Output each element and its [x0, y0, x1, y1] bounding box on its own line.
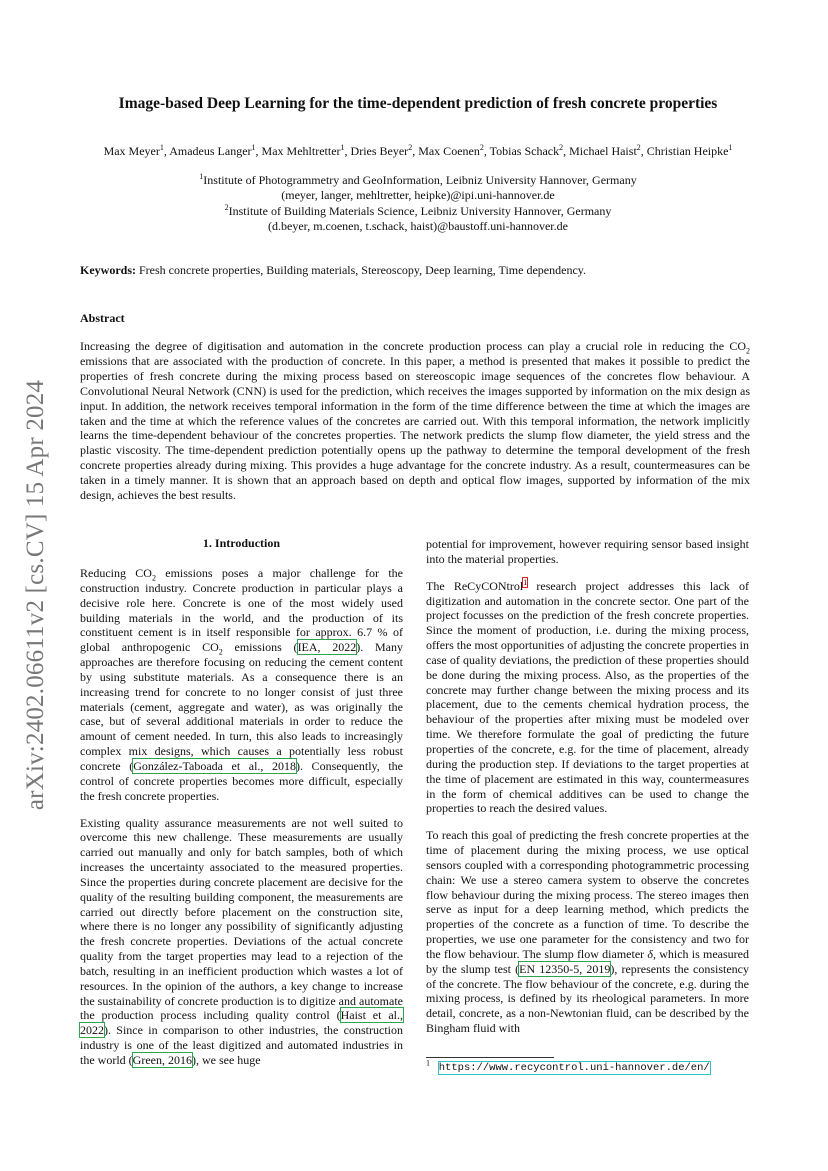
left-column — [80, 566, 403, 1068]
section-heading-introduction: 1. Introduction — [202, 536, 281, 550]
keywords-text: Fresh concrete properties, Building materials, Stereoscopy, Deep learning, Time dependency. — [139, 263, 586, 277]
footnote-number: 1 — [426, 1058, 430, 1068]
paragraph: To reach this goal of predicting the fresh concrete properties at the time of placement during the mixing process, we use optical sensors coupled with a corresponding photogrammetric processing chain: We use a stereo camera system to observe the concretes flow behaviour during the mixing process. The stereo images then serve as input for a deep learning method, which predicts the properties of the concrete as a function of time. To describe the properties, we use one parameter for the consistency and two for the flow behaviour. The slump flow diameter δ, which is measured by the slump test (EN 12350-5, 2019), represents the consistency of the concrete. The flow behaviour of the concrete, e.g. during the mixing process, is defined by its rheological parameters. In more detail, concrete, as a non-Newtonian fluid, can be described by the Bingham fluid with — [426, 828, 749, 1036]
author: Max Meyer$^1$ — [103, 143, 164, 158]
paragraph: Existing quality assurance measurements are not well suited to overcome this new challenge. These measurements are usually carried out manually and only for batch samples, both of which increases the uncertainty associated to the measured properties. Since the properties during concrete placement are decisive for the quality of the resulting building component, the measurements are carried out directly before placement on the construction site, where there is no longer any possibility of significantly adjusting the fresh concrete properties. Deviations of the actual concrete quality from the target properties may lead to a rejection of the batch, resulting in an inefficient production which wastes a lot of resources. In the opinion of the authors, a key change to increase the sustainability of concrete production is to digitize and automate the production process including quality control (Haist et al., 2022). Since in comparison to other industries, the construction industry is one of the least digitized and automated industries in the world (Green, 2016), we see huge — [80, 815, 403, 1067]
affiliation-2: $^2$Institute of Building Materials Science, Leibniz University Hannover, Germany (d.beyer, m.coenen, t.schack, haist)@baustoff.uni-hannover.de — [78, 204, 758, 234]
right-column — [426, 537, 749, 1036]
affiliation-1: $^1$Institute of Photogrammetry and GeoInformation, Leibniz University Hannover, Germany (meyer, langer, mehltretter, heipke)@ipi.uni-hannover.de — [78, 173, 758, 203]
author: Amadeus Langer$^1$ — [169, 143, 256, 158]
citation-link[interactable]: IEA, 2022 — [297, 640, 357, 655]
paragraph: potential for improvement, however requiring sensor based insight into the material properties. — [426, 537, 749, 566]
paragraph: The ReCyCONtrol$^1$ research project addresses this lack of digitization and automation in the concrete sector. One part of the project focusses on the prediction of the fresh concrete properties. Since the moment of production, i.e. during the mixing process, offers the most opportunities of adjusting the concrete properties in case of quality deviations, the prediction of these properties should be done during the mixing process. Also, as the properties of the concrete may further change between the mixing process and its placement, due to the cements chemical hydration process, the behaviour of the properties after mixing must be modeled over time. We therefore formulate the goal of predicting the future properties of the concrete, e.g. for the time of placement, already during the production step. If deviations to the target properties at the time of placement are estimated in this way, countermeasures in the form of chemical additives can be used to change the properties to reach the desired values. — [426, 577, 749, 816]
arxiv-identifier-text: arXiv:2402.06611v2 [cs.CV] 15 Apr 2024 — [22, 379, 49, 811]
author: Max Mehltretter$^1$ — [261, 143, 345, 158]
author: Tobias Schack$^2$ — [489, 143, 564, 158]
keywords — [80, 263, 750, 278]
keywords-label: Keywords: — [80, 263, 136, 277]
citation-link[interactable]: González-Taboada et al., 2018 — [133, 758, 296, 773]
paper-title: Image-based Deep Learning for the time-dependent prediction of fresh concrete properties — [118, 95, 718, 112]
affiliation-email: (d.beyer, m.coenen, t.schack, haist)@baustoff.uni-hannover.de — [268, 219, 568, 233]
citation-link[interactable]: Haist et al., 2022 — [80, 1008, 403, 1038]
affiliation-email: (meyer, langer, mehltretter, heipke)@ipi.uni-hannover.de — [281, 188, 555, 202]
author-list: Max Meyer$^1$, Amadeus Langer$^1$, Max Mehltretter$^1$, Dries Beyer$^2$, Max Coenen$^2$, Tobias Schack$^2$, Michael Haist$^2$, Christian Heipke$^1$ — [103, 143, 733, 158]
author: Michael Haist$^2$ — [569, 143, 641, 158]
paragraph: Reducing $CO_2$ emissions poses a major challenge for the construction industry. Concrete production in particular plays a decisive role here. Concrete is one of the most widely used building materials in the world, and the production of its constituent cement is in itself responsible for approx. 6.7 % of global anthropogenic $CO_2$ emissions (IEA, 2022). Many approaches are therefore focusing on reducing the cement content by using substitute materials. As a consequence there is an increasing trend for concrete to no longer consist of just three materials (cement, aggregate and water), as was originally the case, but of several additional materials in order to reduce the amount of cement needed. In turn, this also leads to increasingly complex mix designs, which causes a potentially less robust concrete (González-Taboada et al., 2018). Consequently, the control of concrete properties becomes more difficult, especially the fresh concrete properties. — [80, 566, 404, 803]
author: Dries Beyer$^2$ — [350, 143, 413, 158]
citation-link[interactable]: EN 12350-5, 2019 — [519, 961, 611, 976]
footnote — [426, 1058, 710, 1074]
abstract-body: Increasing the degree of digitisation and automation in the concrete production process can play a crucial role in reducing the $CO_2$ emissions that are associated with the production of concrete. In this paper, a method is presented that makes it possible to predict the properties of fresh concrete during the mixing process based on stereoscopic image sequences of the concretes flow behaviour. A Convolutional Neural Network (CNN) is used for the prediction, which receives the images supported by information on the mix design as input. In addition, the network receives temporal information in the form of the time difference between the time at which the images are taken and the time at which the reference values of the concretes are carried out. With this temporal information, the network implicitly learns the time-dependent behaviour of the concretes properties. The network predicts the slump flow diameter, the yield stress and the plastic viscosity. The time-dependent prediction potentially opens up the pathway to determine the temporal development of the fresh concrete properties already during mixing. This provides a huge advantage for the concrete industry. As a result, countermeasures can be taken in a timely manner. It is shown that an approach based on depth and optical flow images, supported by information of the mix design, achieves the best results. — [80, 339, 750, 503]
footnote-rule — [426, 1057, 554, 1058]
arxiv-identifier — [16, 360, 56, 830]
author: Christian Heipke$^1$ — [646, 143, 733, 158]
abstract-heading: Abstract — [80, 311, 125, 325]
footnote-url-link[interactable]: https://www.recycontrol.uni-hannover.de/en/ — [438, 1062, 710, 1074]
footnote-link[interactable]: 1 — [523, 577, 528, 587]
author: Max Coenen$^2$ — [418, 143, 484, 158]
citation-link[interactable]: Green, 2016 — [132, 1053, 192, 1067]
